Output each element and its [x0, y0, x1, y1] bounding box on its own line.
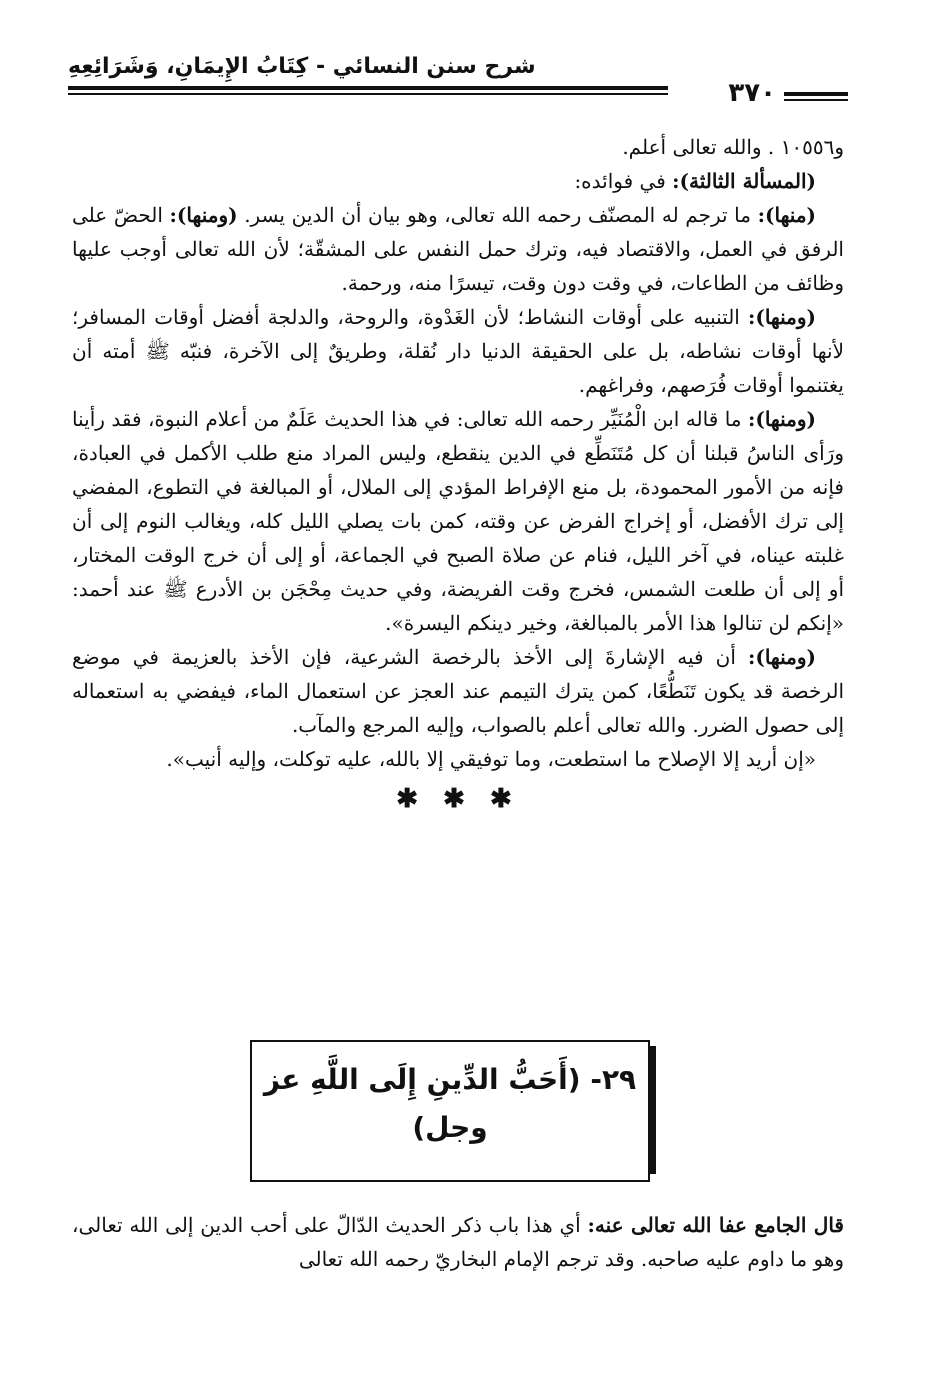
paragraph [72, 640, 844, 742]
closing-quote [72, 742, 844, 776]
paragraph-text: «إن أريد إلا الإصلاح ما استطعت، وما توفيقي إلا بالله، عليه توكلت، وإليه أنيب». [166, 747, 816, 771]
page-number-rule [784, 92, 848, 96]
paragraph [72, 300, 844, 402]
paragraph-text: الحضّ على الرفق في العمل، والاقتصاد فيه، وترك حمل النفس على المشقّة؛ لأن الله تعالى أوجب عليها وظائف من الطاعات، في وقت دون وقت، تيسرًا منه، ورحمة. [72, 203, 844, 295]
chapter-heading [250, 1040, 650, 1182]
paragraph [72, 402, 844, 640]
author-label: قال الجامع عفا الله تعالى عنه: [587, 1213, 844, 1237]
paragraph-text: التنبيه على أوقات النشاط؛ لأن الغَدْوة، والروحة، والدلجة أفضل أوقات المسافر؛ لأنها أوقات نشاطه، بل على الحقيقة الدنيا دار نُقلة، وطريقٌ إلى الآخرة، فنبّه ﷺ أمته أن يغتنموا أوقات فُرَصهم، وفراغهم. [72, 305, 844, 397]
header-rule [68, 86, 668, 90]
chapter-intro [72, 1208, 844, 1276]
paragraph-text: و١٠٥٥٦ . والله تعالى أعلم. [622, 135, 844, 159]
paragraph-text: أن فيه الإشارةَ إلى الأخذ بالرخصة الشرعية، فإن الأخذ بالعزيمة في موضع الرخصة قد يكون تَنَطُّعًا، كمن يترك التيمم عند العجز عن استعمال الماء، فيفضي به استعماله إلى حصول الضرر. والله تعالى أعلم بالصواب، وإليه المرجع والمآب. [72, 645, 844, 737]
paragraph-text: ما ترجم له المصنّف رحمه الله تعالى، وهو بيان أن الدين يسر. [237, 203, 758, 227]
paragraph-text: أي هذا باب ذكر الحديث الدّالّ على أحب الدين إلى الله تعالى، وهو ما داوم عليه صاحبه. وقد ترجم الإمام البخاريّ رحمه الله تعالى [72, 1213, 844, 1271]
book-title: شرح سنن النسائي - كِتَابُ الإِيمَانِ، وَشَرَائِعِهِ [68, 54, 536, 79]
section-label: (المسألة الثالثة): [672, 169, 816, 193]
main-text [72, 130, 844, 816]
chapter-heading-line: وجل) [412, 1111, 488, 1144]
page-header [68, 52, 848, 114]
item-label: (منها): [757, 203, 816, 227]
page-number: ٣٧٠ [728, 78, 776, 108]
paragraph-text: في فوائده: [574, 169, 673, 193]
chapter-heading-line: ٢٩- (أَحَبُّ الدِّينِ إِلَى اللَّهِ عز [263, 1063, 637, 1096]
paragraph [72, 130, 844, 164]
chapter-heading-box [250, 1040, 662, 1180]
item-label: (ومنها): [169, 203, 238, 227]
section-separator: ✱ ✱ ✱ [396, 784, 520, 814]
item-label: (ومنها): [747, 407, 816, 431]
paragraph-text: ما قاله ابن الْمُنَيِّر رحمه الله تعالى: في هذا الحديث عَلَمٌ من أعلام النبوة، فقد رأينا ورَأى الناسُ قبلنا أن كل مُتَنَطِّع في الدين ينقطع، وليس المراد منع طلب الأكمل في العبادة، فإنه من الأمور المحمودة، بل منع الإفراط المؤدي إلى الملال، أو المبالغة في التطوع، المفضي إلى ترك الأفضل، أو إخراج الفرض عن وقته، كمن بات يصلي الليل كله، ويغالب النوم إلى أن غلبته عيناه، في آخر الليل، فنام عن صلاة الصبح في الجماعة، أو إلى أن خرج الوقت المختار، أو إلى أن طلعت الشمس، فخرج وقت الفريضة، وفي حديث مِحْجَن بن الأدرع ﷺ عند أحمد: «إنكم لن تنالوا هذا الأمر بالمبالغة، وخير دينكم اليسرة». [72, 407, 844, 635]
paragraph [72, 164, 844, 198]
item-label: (ومنها): [747, 645, 816, 669]
paragraph [72, 198, 844, 300]
item-label: (ومنها): [747, 305, 816, 329]
page-number-rule-thin [784, 99, 848, 101]
header-rule-thin [68, 93, 668, 95]
